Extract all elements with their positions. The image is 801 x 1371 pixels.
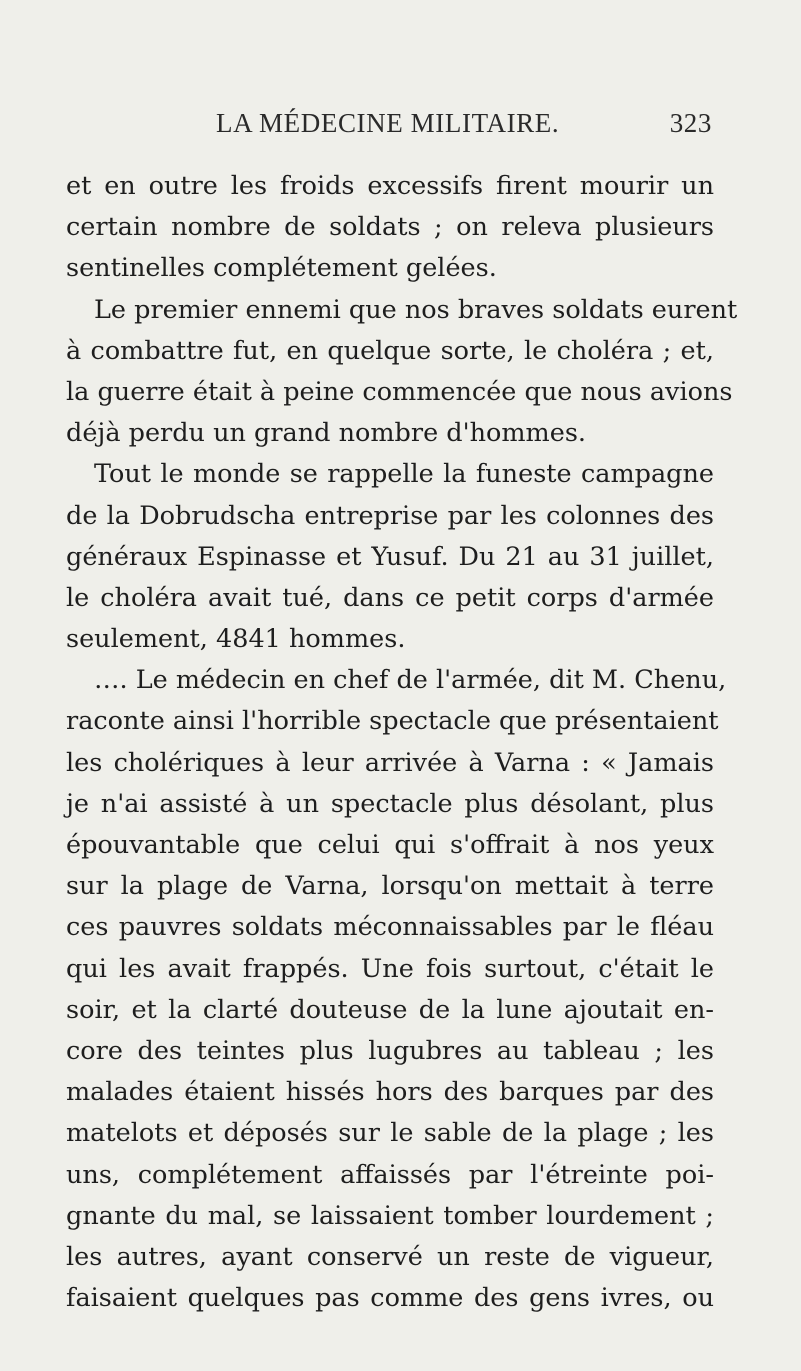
running-title: LA MÉDECINE MILITAIRE. bbox=[216, 108, 560, 138]
text-line: matelots et déposés sur le sable de la plage ; les bbox=[66, 1118, 714, 1149]
text-line: core des teintes plus lugubres au tableau ; les bbox=[66, 1035, 714, 1066]
text-line: les autres, ayant conservé un reste de vigueur, bbox=[66, 1241, 714, 1272]
text-line: généraux Espinasse et Yusuf. Du 21 au 31 juillet, bbox=[66, 541, 714, 572]
page-number: 323 bbox=[669, 108, 712, 138]
text-line: à combattre fut, en quelque sorte, le choléra ; et, bbox=[66, 335, 714, 366]
text-line: seulement, 4841 hommes. bbox=[66, 624, 406, 655]
text-line: Tout le monde se rappelle la funeste campagne bbox=[94, 459, 714, 490]
text-line: …. Le médecin en chef de l'armée, dit M. Chenu, bbox=[94, 665, 727, 696]
text-line: certain nombre de soldats ; on releva plusieurs bbox=[66, 212, 714, 243]
text-line: malades étaient hissés hors des barques par des bbox=[66, 1077, 714, 1108]
text-line: Le premier ennemi que nos braves soldats eurent bbox=[94, 294, 738, 325]
text-line: sentinelles complétement gelées. bbox=[66, 253, 497, 284]
text-line: gnante du mal, se laissaient tomber lourdement ; bbox=[66, 1200, 714, 1231]
text-line: raconte ainsi l'horrible spectacle que présentaient bbox=[66, 706, 719, 737]
text-line: déjà perdu un grand nombre d'hommes. bbox=[66, 418, 587, 449]
text-line: le choléra avait tué, dans ce petit corps d'armée bbox=[66, 582, 714, 613]
text-line: sur la plage de Varna, lorsqu'on mettait à terre bbox=[66, 871, 714, 902]
text-line: soir, et la clarté douteuse de la lune ajoutait en- bbox=[66, 994, 714, 1025]
page-header bbox=[216, 108, 712, 146]
text-line: je n'ai assisté à un spectacle plus désolant, plus bbox=[66, 788, 714, 819]
body-text bbox=[66, 166, 738, 1319]
text-line: les cholériques à leur arrivée à Varna : « Jamais bbox=[66, 747, 714, 778]
text-line: de la Dobrudscha entreprise par les colonnes des bbox=[66, 500, 714, 531]
text-line: uns, complétement affaissés par l'étreinte poi- bbox=[66, 1159, 714, 1190]
text-line: la guerre était à peine commencée que nous avions bbox=[66, 376, 733, 407]
text-line: ces pauvres soldats méconnaissables par le fléau bbox=[66, 912, 714, 943]
text-line: qui les avait frappés. Une fois surtout, c'était le bbox=[66, 953, 714, 984]
text-line: et en outre les froids excessifs firent mourir un bbox=[66, 171, 714, 201]
text-line: épouvantable que celui qui s'offrait à nos yeux bbox=[66, 830, 714, 860]
text-line: faisaient quelques pas comme des gens ivres, ou bbox=[66, 1283, 714, 1314]
